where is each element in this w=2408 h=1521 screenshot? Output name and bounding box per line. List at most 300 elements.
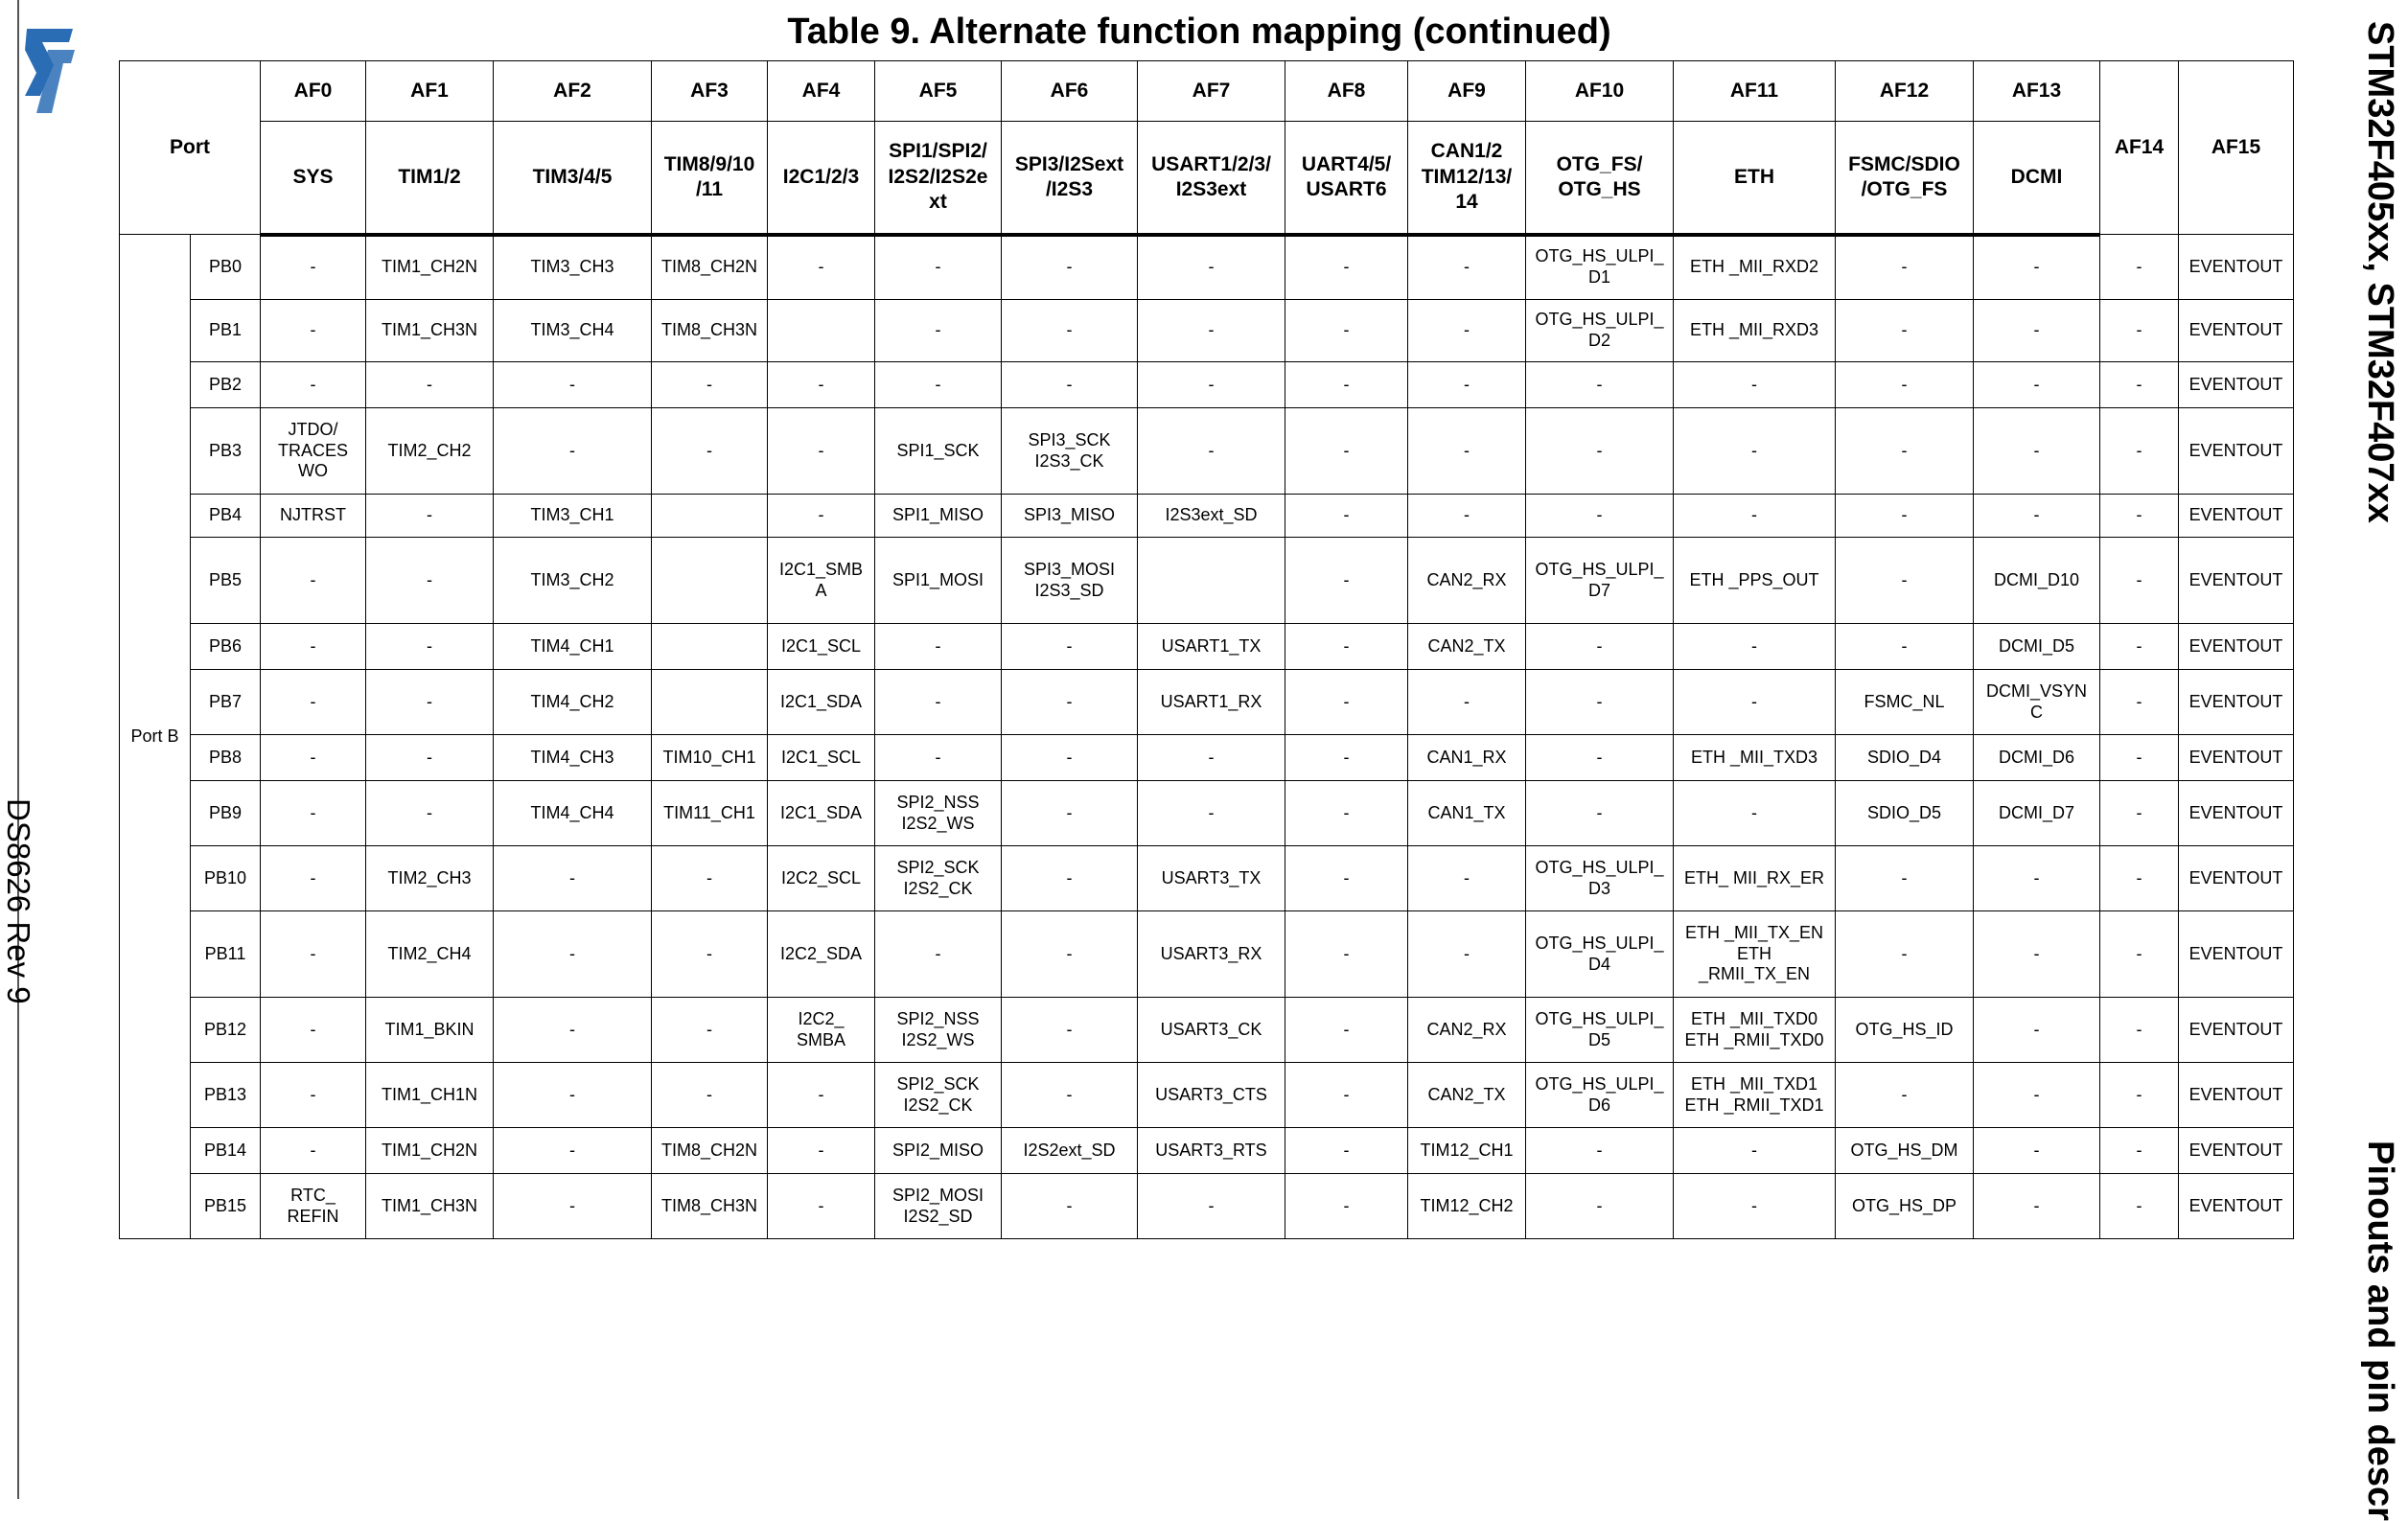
cell-line: SPI2_NSS — [896, 1008, 980, 1028]
af4-cell — [768, 735, 875, 781]
cell-line: - — [935, 374, 941, 394]
cell-line: TIM1_CH2N — [381, 257, 478, 277]
cell-line: - — [1066, 867, 1073, 887]
cell-line: - — [1066, 320, 1073, 340]
af10-cell — [1526, 624, 1674, 670]
cell-line: TIM4_CH3 — [530, 747, 614, 767]
af5-cell — [875, 1128, 1002, 1174]
cell-line: I2S2_SD — [903, 1206, 973, 1226]
cell-line: - — [1208, 320, 1215, 340]
af3-cell — [652, 235, 768, 300]
af15-cell — [2179, 1063, 2294, 1128]
af9-cell — [1408, 846, 1526, 911]
cell-line: CAN1_RX — [1426, 747, 1507, 767]
af1-cell — [366, 1063, 494, 1128]
af6-cell — [1002, 846, 1138, 911]
cell-line: ETH _MII_TXD3 — [1690, 747, 1818, 767]
af8-cell — [1285, 495, 1408, 538]
cell-line: TIM4_CH4 — [530, 802, 614, 822]
af13-cell — [1974, 362, 2100, 408]
cell-line: - — [2136, 1019, 2142, 1039]
cell-line: - — [2136, 1084, 2142, 1104]
cell-line: - — [310, 635, 316, 656]
cell-line: EVENTOUT — [2188, 691, 2283, 711]
af13-cell — [1974, 538, 2100, 624]
header-line: 14 — [1455, 190, 1478, 213]
af9-cell — [1408, 735, 1526, 781]
cell-line: - — [818, 1140, 824, 1160]
af7-cell — [1138, 846, 1285, 911]
cell-line: TIM3_CH1 — [530, 505, 614, 525]
af4-cell — [768, 235, 875, 300]
af5-cell — [875, 300, 1002, 362]
af14-cell — [2100, 362, 2179, 408]
af4-cell — [768, 846, 875, 911]
header-line: TIM12/13/ — [1421, 165, 1513, 188]
cell-line: SDIO_D5 — [1866, 802, 1942, 822]
pin-name: PB1 — [191, 300, 261, 362]
cell-line: - — [1901, 867, 1908, 887]
header-line: OTG_HS — [1558, 177, 1641, 200]
af14-cell — [2100, 998, 2179, 1063]
af14-cell — [2100, 781, 2179, 846]
cell-line: I2S2_WS — [901, 813, 975, 833]
af15-header: AF15 — [2179, 61, 2294, 235]
af1-cell — [366, 781, 494, 846]
af13-cell — [1974, 670, 2100, 735]
cell-line: I2C2_ — [798, 1008, 845, 1028]
af11-cell — [1674, 781, 1836, 846]
table-row — [120, 735, 2294, 781]
af7-cell — [1138, 911, 1285, 998]
cell-line: EVENTOUT — [2188, 1084, 2283, 1104]
cell-line: - — [818, 1084, 824, 1104]
af7-cell — [1138, 1128, 1285, 1174]
pin-name: PB10 — [191, 846, 261, 911]
af5-cell — [875, 670, 1002, 735]
cell-line: DCMI_D10 — [1993, 569, 2080, 589]
af0-cell — [261, 538, 366, 624]
af0-header: AF0 — [261, 61, 366, 122]
af10-header: AF10 — [1526, 61, 1674, 122]
cell-line: - — [1751, 440, 1757, 460]
af0-cell — [261, 300, 366, 362]
cell-line: ETH _MII_RXD2 — [1689, 257, 1819, 277]
af10-function-header — [1526, 122, 1674, 235]
cell-line: - — [818, 257, 824, 277]
cell-line: DCMI_D7 — [1998, 802, 2074, 822]
cell-line: - — [1343, 320, 1350, 340]
header-line: ETH — [1734, 165, 1774, 188]
af13-cell — [1974, 1063, 2100, 1128]
cell-line: - — [1066, 747, 1073, 767]
af14-cell — [2100, 735, 2179, 781]
cell-line: I2S3_SD — [1034, 580, 1104, 600]
af8-cell — [1285, 235, 1408, 300]
table-row — [120, 911, 2294, 998]
cell-line: - — [706, 1084, 712, 1104]
cell-line: - — [427, 505, 432, 525]
af10-cell — [1526, 408, 1674, 495]
cell-line: - — [2136, 802, 2142, 822]
cell-line: I2S2_CK — [903, 1095, 973, 1115]
cell-line: - — [1751, 635, 1757, 656]
af13-cell — [1974, 735, 2100, 781]
cell-line: - — [1066, 635, 1073, 656]
af12-cell — [1836, 1128, 1974, 1174]
af8-cell — [1285, 846, 1408, 911]
cell-line: - — [427, 374, 432, 394]
af11-cell — [1674, 911, 1836, 998]
af6-cell — [1002, 781, 1138, 846]
table-row — [120, 670, 2294, 735]
cell-line: - — [2136, 943, 2142, 963]
cell-line: - — [706, 440, 712, 460]
af6-cell — [1002, 538, 1138, 624]
af6-cell — [1002, 998, 1138, 1063]
af0-cell — [261, 1174, 366, 1239]
af15-cell — [2179, 408, 2294, 495]
cell-line: - — [310, 1084, 316, 1104]
cell-line: USART3_RTS — [1155, 1140, 1267, 1160]
cell-line: SPI3_SCK — [1028, 429, 1111, 449]
af6-cell — [1002, 1128, 1138, 1174]
cell-line: OTG_HS_ULPI_ — [1535, 246, 1664, 266]
af0-cell — [261, 1063, 366, 1128]
cell-line: - — [2136, 505, 2142, 525]
cell-line: - — [1343, 691, 1350, 711]
af6-cell — [1002, 911, 1138, 998]
af7-cell — [1138, 781, 1285, 846]
cell-line: TIM1_CH3N — [381, 1195, 478, 1215]
af3-cell — [652, 1128, 768, 1174]
af1-cell — [366, 1174, 494, 1239]
af12-cell — [1836, 362, 1974, 408]
table-row — [120, 1063, 2294, 1128]
af11-cell — [1674, 300, 1836, 362]
af11-cell — [1674, 362, 1836, 408]
af7-cell — [1138, 362, 1285, 408]
af5-cell — [875, 495, 1002, 538]
af7-cell — [1138, 670, 1285, 735]
cell-line: D6 — [1587, 1095, 1610, 1115]
af1-header: AF1 — [366, 61, 494, 122]
cell-line: - — [310, 257, 316, 277]
cell-line: - — [569, 440, 575, 460]
cell-line: TIM1_CH1N — [381, 1084, 478, 1104]
cell-line: - — [935, 691, 941, 711]
af15-cell — [2179, 538, 2294, 624]
af7-header: AF7 — [1138, 61, 1285, 122]
header-line: I2S2/I2S2e — [888, 165, 988, 188]
af10-cell — [1526, 735, 1674, 781]
st-logo — [21, 25, 77, 117]
af6-cell — [1002, 300, 1138, 362]
cell-line: I2C1_SDA — [779, 691, 863, 711]
af2-function-header — [494, 122, 652, 235]
cell-line: TIM3_CH4 — [530, 320, 614, 340]
af8-cell — [1285, 998, 1408, 1063]
af12-cell — [1836, 235, 1974, 300]
cell-line: - — [310, 691, 316, 711]
header-line: SYS — [292, 165, 334, 188]
cell-line: - — [1066, 257, 1073, 277]
cell-line: - — [1751, 374, 1757, 394]
af5-header: AF5 — [875, 61, 1002, 122]
af0-cell — [261, 735, 366, 781]
cell-line: - — [1596, 1140, 1603, 1160]
cell-line: - — [2033, 943, 2040, 963]
cell-line: - — [935, 257, 941, 277]
port-group-label: Port B — [120, 235, 191, 1239]
af6-function-header — [1002, 122, 1138, 235]
af11-function-header — [1674, 122, 1836, 235]
cell-line: CAN2_TX — [1427, 635, 1506, 656]
header-line: USART6 — [1306, 177, 1387, 200]
af2-cell — [494, 1063, 652, 1128]
cell-line: SPI2_MISO — [891, 1140, 984, 1160]
cell-line: - — [2033, 1195, 2040, 1215]
cell-line: SPI2_NSS — [896, 792, 980, 812]
af9-cell — [1408, 911, 1526, 998]
af2-cell — [494, 624, 652, 670]
af11-cell — [1674, 846, 1836, 911]
cell-line: - — [1464, 374, 1470, 394]
af6-cell — [1002, 495, 1138, 538]
af0-cell — [261, 846, 366, 911]
af14-cell — [2100, 624, 2179, 670]
af7-cell — [1138, 408, 1285, 495]
af7-cell — [1138, 235, 1285, 300]
af4-cell — [768, 624, 875, 670]
af7-cell — [1138, 624, 1285, 670]
cell-line: - — [818, 440, 824, 460]
cell-line: TIM8_CH2N — [660, 1140, 758, 1160]
af12-cell — [1836, 998, 1974, 1063]
cell-line: - — [1901, 943, 1908, 963]
header-line: OTG_FS/ — [1556, 152, 1643, 175]
header-line: DCMI — [2010, 165, 2063, 188]
af10-cell — [1526, 538, 1674, 624]
cell-line: D7 — [1587, 580, 1610, 600]
cell-line: RTC_ — [290, 1185, 336, 1205]
af4-cell — [768, 1174, 875, 1239]
af12-cell — [1836, 1063, 1974, 1128]
cell-line: WO — [298, 461, 328, 481]
af5-cell — [875, 911, 1002, 998]
af8-cell — [1285, 624, 1408, 670]
af2-cell — [494, 911, 652, 998]
cell-line: - — [1464, 320, 1470, 340]
cell-line: - — [1596, 374, 1603, 394]
header-line: TIM8/9/10 — [663, 152, 755, 175]
af14-cell — [2100, 846, 2179, 911]
table-row — [120, 998, 2294, 1063]
pin-name: PB13 — [191, 1063, 261, 1128]
header-line: SPI1/SPI2/ — [889, 140, 987, 163]
af12-cell — [1836, 408, 1974, 495]
af3-cell — [652, 624, 768, 670]
cell-line: - — [2136, 569, 2142, 589]
cell-line: USART1_TX — [1161, 635, 1262, 656]
af10-cell — [1526, 362, 1674, 408]
af9-cell — [1408, 1063, 1526, 1128]
cell-line: EVENTOUT — [2188, 867, 2283, 887]
alternate-function-table — [119, 60, 2294, 1239]
cell-line: - — [2136, 867, 2142, 887]
cell-line: - — [310, 320, 316, 340]
table-row — [120, 1128, 2294, 1174]
cell-line: - — [706, 943, 712, 963]
cell-line: ETH _MII_RXD3 — [1689, 320, 1819, 340]
af6-cell — [1002, 670, 1138, 735]
af3-cell — [652, 362, 768, 408]
cell-line: CAN2_RX — [1426, 1019, 1507, 1039]
af2-cell — [494, 846, 652, 911]
cell-line: A — [815, 580, 827, 600]
cell-line: OTG_HS_ULPI_ — [1535, 1073, 1664, 1094]
af3-header: AF3 — [652, 61, 768, 122]
af7-cell — [1138, 1174, 1285, 1239]
af3-cell — [652, 998, 768, 1063]
cell-line: D2 — [1587, 331, 1610, 350]
cell-line: - — [569, 943, 575, 963]
cell-line: I2C2_SDA — [779, 943, 863, 963]
af9-cell — [1408, 362, 1526, 408]
af15-cell — [2179, 670, 2294, 735]
cell-line: EVENTOUT — [2188, 374, 2283, 394]
af6-cell — [1002, 624, 1138, 670]
af10-cell — [1526, 1128, 1674, 1174]
cell-line: - — [1208, 257, 1215, 277]
af0-function-header — [261, 122, 366, 235]
af4-cell — [768, 300, 875, 362]
cell-line: SPI1_MISO — [891, 505, 984, 525]
af15-cell — [2179, 624, 2294, 670]
pin-name: PB6 — [191, 624, 261, 670]
af13-cell — [1974, 300, 2100, 362]
af6-cell — [1002, 735, 1138, 781]
cell-line: - — [818, 374, 824, 394]
cell-line: D4 — [1587, 954, 1610, 974]
af12-cell — [1836, 538, 1974, 624]
af4-header: AF4 — [768, 61, 875, 122]
af0-cell — [261, 998, 366, 1063]
af14-cell — [2100, 1063, 2179, 1128]
cell-line: - — [1343, 802, 1350, 822]
pin-name: PB9 — [191, 781, 261, 846]
af7-cell — [1138, 998, 1285, 1063]
af3-cell — [652, 846, 768, 911]
af11-cell — [1674, 1063, 1836, 1128]
af12-cell — [1836, 1174, 1974, 1239]
af15-cell — [2179, 911, 2294, 998]
cell-line: ETH _PPS_OUT — [1689, 569, 1819, 589]
af9-cell — [1408, 624, 1526, 670]
af13-cell — [1974, 495, 2100, 538]
af14-cell — [2100, 1174, 2179, 1239]
cell-line: - — [2136, 374, 2142, 394]
pin-name: PB12 — [191, 998, 261, 1063]
cell-line: - — [1901, 440, 1908, 460]
af12-cell — [1836, 624, 1974, 670]
pin-name: PB15 — [191, 1174, 261, 1239]
pin-name: PB4 — [191, 495, 261, 538]
af10-cell — [1526, 235, 1674, 300]
cell-line: DCMI_VSYN — [1985, 680, 2088, 701]
cell-line: - — [2033, 1140, 2040, 1160]
cell-line: USART1_RX — [1160, 691, 1262, 711]
af0-cell — [261, 911, 366, 998]
cell-line: - — [706, 374, 712, 394]
cell-line: EVENTOUT — [2188, 943, 2283, 963]
cell-line: _RMII_TX_EN — [1698, 964, 1811, 984]
af7-function-header — [1138, 122, 1285, 235]
cell-line: OTG_HS_ID — [1855, 1019, 1954, 1039]
cell-line: - — [1751, 1195, 1757, 1215]
cell-line: - — [569, 867, 575, 887]
af8-cell — [1285, 781, 1408, 846]
cell-line: EVENTOUT — [2188, 635, 2283, 656]
af11-cell — [1674, 735, 1836, 781]
cell-line: - — [1751, 505, 1757, 525]
af7-cell — [1138, 735, 1285, 781]
af10-cell — [1526, 1063, 1674, 1128]
af9-cell — [1408, 1128, 1526, 1174]
cell-line: - — [1343, 635, 1350, 656]
af1-cell — [366, 362, 494, 408]
table-row — [120, 781, 2294, 846]
af9-cell — [1408, 300, 1526, 362]
af0-cell — [261, 408, 366, 495]
port-header: Port — [120, 61, 261, 235]
af6-cell — [1002, 408, 1138, 495]
cell-line: - — [1066, 1084, 1073, 1104]
af6-cell — [1002, 362, 1138, 408]
af12-cell — [1836, 781, 1974, 846]
af1-cell — [366, 624, 494, 670]
cell-line: D5 — [1587, 1029, 1610, 1049]
af4-cell — [768, 998, 875, 1063]
af9-cell — [1408, 408, 1526, 495]
cell-line: EVENTOUT — [2188, 1195, 2283, 1215]
af3-cell — [652, 300, 768, 362]
cell-line: EVENTOUT — [2188, 256, 2283, 276]
cell-line: TIM8_CH3N — [660, 320, 758, 340]
af2-cell — [494, 235, 652, 300]
header-line: FSMC/SDIO — [1848, 152, 1960, 175]
af3-cell — [652, 1174, 768, 1239]
cell-line: - — [1066, 943, 1073, 963]
header-line: I2S3ext — [1175, 177, 1247, 200]
cell-line: EVENTOUT — [2188, 1140, 2283, 1160]
cell-line: REFIN — [287, 1206, 339, 1226]
af1-function-header — [366, 122, 494, 235]
cell-line: - — [1464, 867, 1470, 887]
af1-cell — [366, 300, 494, 362]
cell-line: - — [1751, 802, 1757, 822]
cell-line: - — [1901, 374, 1908, 394]
af11-cell — [1674, 235, 1836, 300]
af14-cell — [2100, 408, 2179, 495]
cell-line: - — [935, 635, 941, 656]
af10-cell — [1526, 846, 1674, 911]
af14-cell — [2100, 495, 2179, 538]
af2-cell — [494, 998, 652, 1063]
af2-cell — [494, 735, 652, 781]
pin-name: PB14 — [191, 1128, 261, 1174]
af5-cell — [875, 408, 1002, 495]
